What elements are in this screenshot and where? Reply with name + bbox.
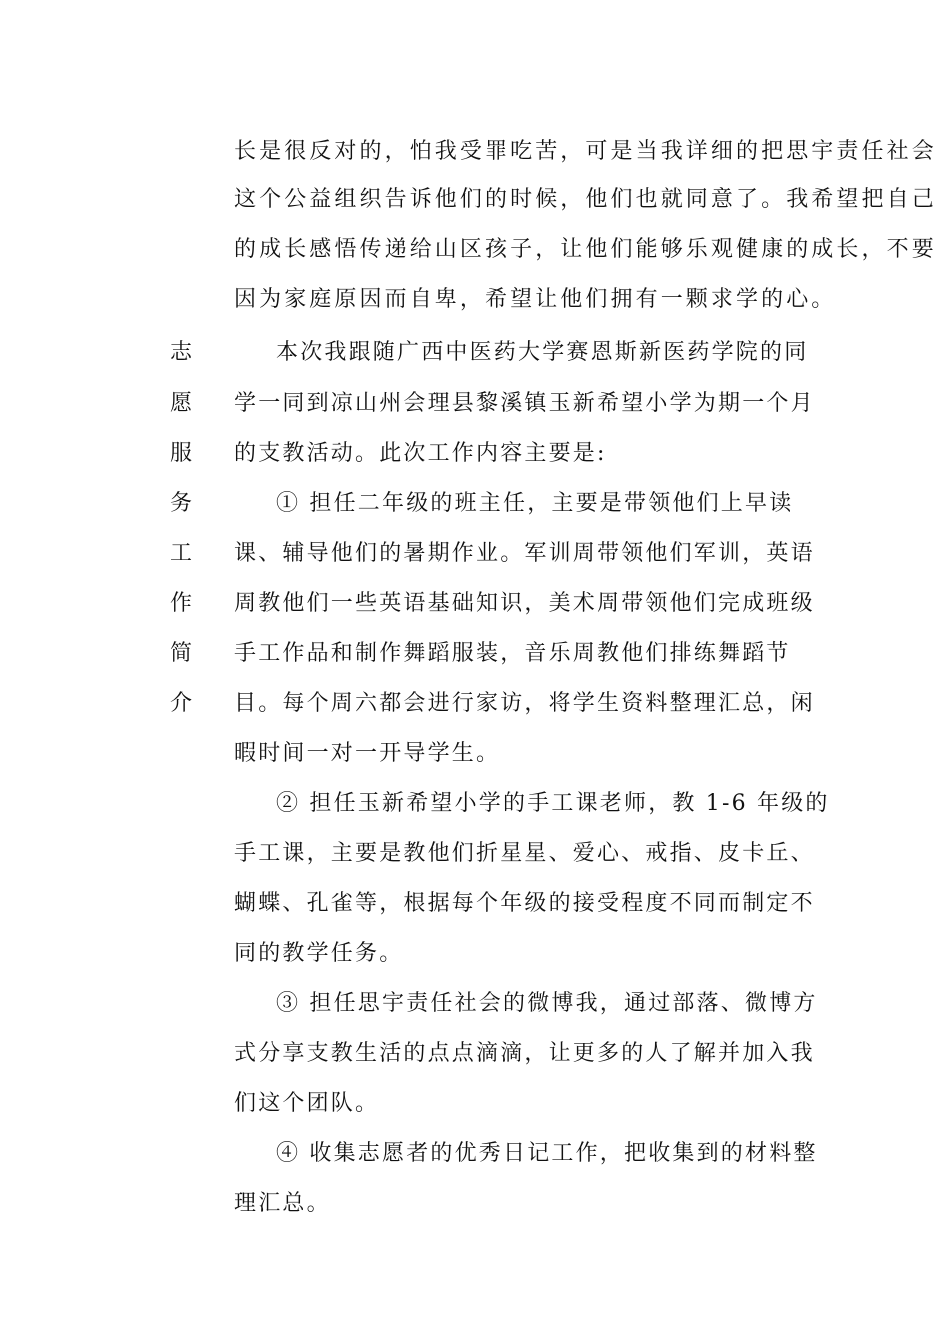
text-line: ① 担任二年级的班主任，主要是带领他们上早读 bbox=[276, 491, 794, 516]
text-line: 周教他们一些英语基础知识，美术周带领他们完成班级 bbox=[234, 591, 815, 616]
text-line: 目。每个周六都会进行家访，将学生资料整理汇总，闲 bbox=[234, 691, 815, 716]
text-line: 本次我跟随广西中医药大学赛恩斯新医药学院的同 bbox=[276, 340, 809, 365]
text-line: 们这个团队。 bbox=[234, 1091, 380, 1116]
section-label-char: 简 bbox=[170, 641, 193, 666]
text-line: 课、辅导他们的暑期作业。军训周带领他们军训，英语 bbox=[234, 541, 815, 566]
text-line: 手工课，主要是教他们折星星、爱心、戒指、皮卡丘、 bbox=[234, 841, 815, 866]
section-label-char: 志 bbox=[170, 340, 193, 365]
section-label-char: 作 bbox=[170, 591, 193, 616]
section-label-char: 服 bbox=[170, 441, 193, 466]
text-line: 理汇总。 bbox=[234, 1191, 331, 1216]
text-line: 式分享支教生活的点点滴滴，让更多的人了解并加入我 bbox=[234, 1041, 815, 1066]
text-line: ② 担任玉新希望小学的手工课老师，教 1-6 年级的 bbox=[276, 791, 830, 816]
section-label-char: 愿 bbox=[170, 391, 193, 416]
text-line: 的成长感悟传递给山区孩子，让他们能够乐观健康的成长，不要 bbox=[234, 237, 937, 262]
section-label-char: 工 bbox=[170, 541, 193, 566]
text-line: 长是很反对的，怕我受罪吃苦，可是当我详细的把思宇责任社会 bbox=[234, 139, 937, 164]
text-line: 同的教学任务。 bbox=[234, 941, 404, 966]
section-label-char: 介 bbox=[170, 691, 193, 716]
text-line: 手工作品和制作舞蹈服装，音乐周教他们排练舞蹈节 bbox=[234, 641, 791, 666]
text-line: ④ 收集志愿者的优秀日记工作，把收集到的材料整 bbox=[276, 1141, 818, 1166]
text-line: 因为家庭原因而自卑，希望让他们拥有一颗求学的心。 bbox=[234, 287, 837, 312]
section-label-char: 务 bbox=[170, 491, 193, 516]
text-line: ③ 担任思宇责任社会的微博我，通过部落、微博方 bbox=[276, 991, 818, 1016]
text-line: 这个公益组织告诉他们的时候，他们也就同意了。我希望把自己 bbox=[234, 187, 937, 212]
text-line: 的支教活动。此次工作内容主要是: bbox=[234, 441, 607, 466]
text-line: 暇时间一对一开导学生。 bbox=[234, 741, 501, 766]
text-line: 学一同到凉山州会理县黎溪镇玉新希望小学为期一个月 bbox=[234, 391, 815, 416]
text-line: 蝴蝶、孔雀等，根据每个年级的接受程度不同而制定不 bbox=[234, 891, 815, 916]
